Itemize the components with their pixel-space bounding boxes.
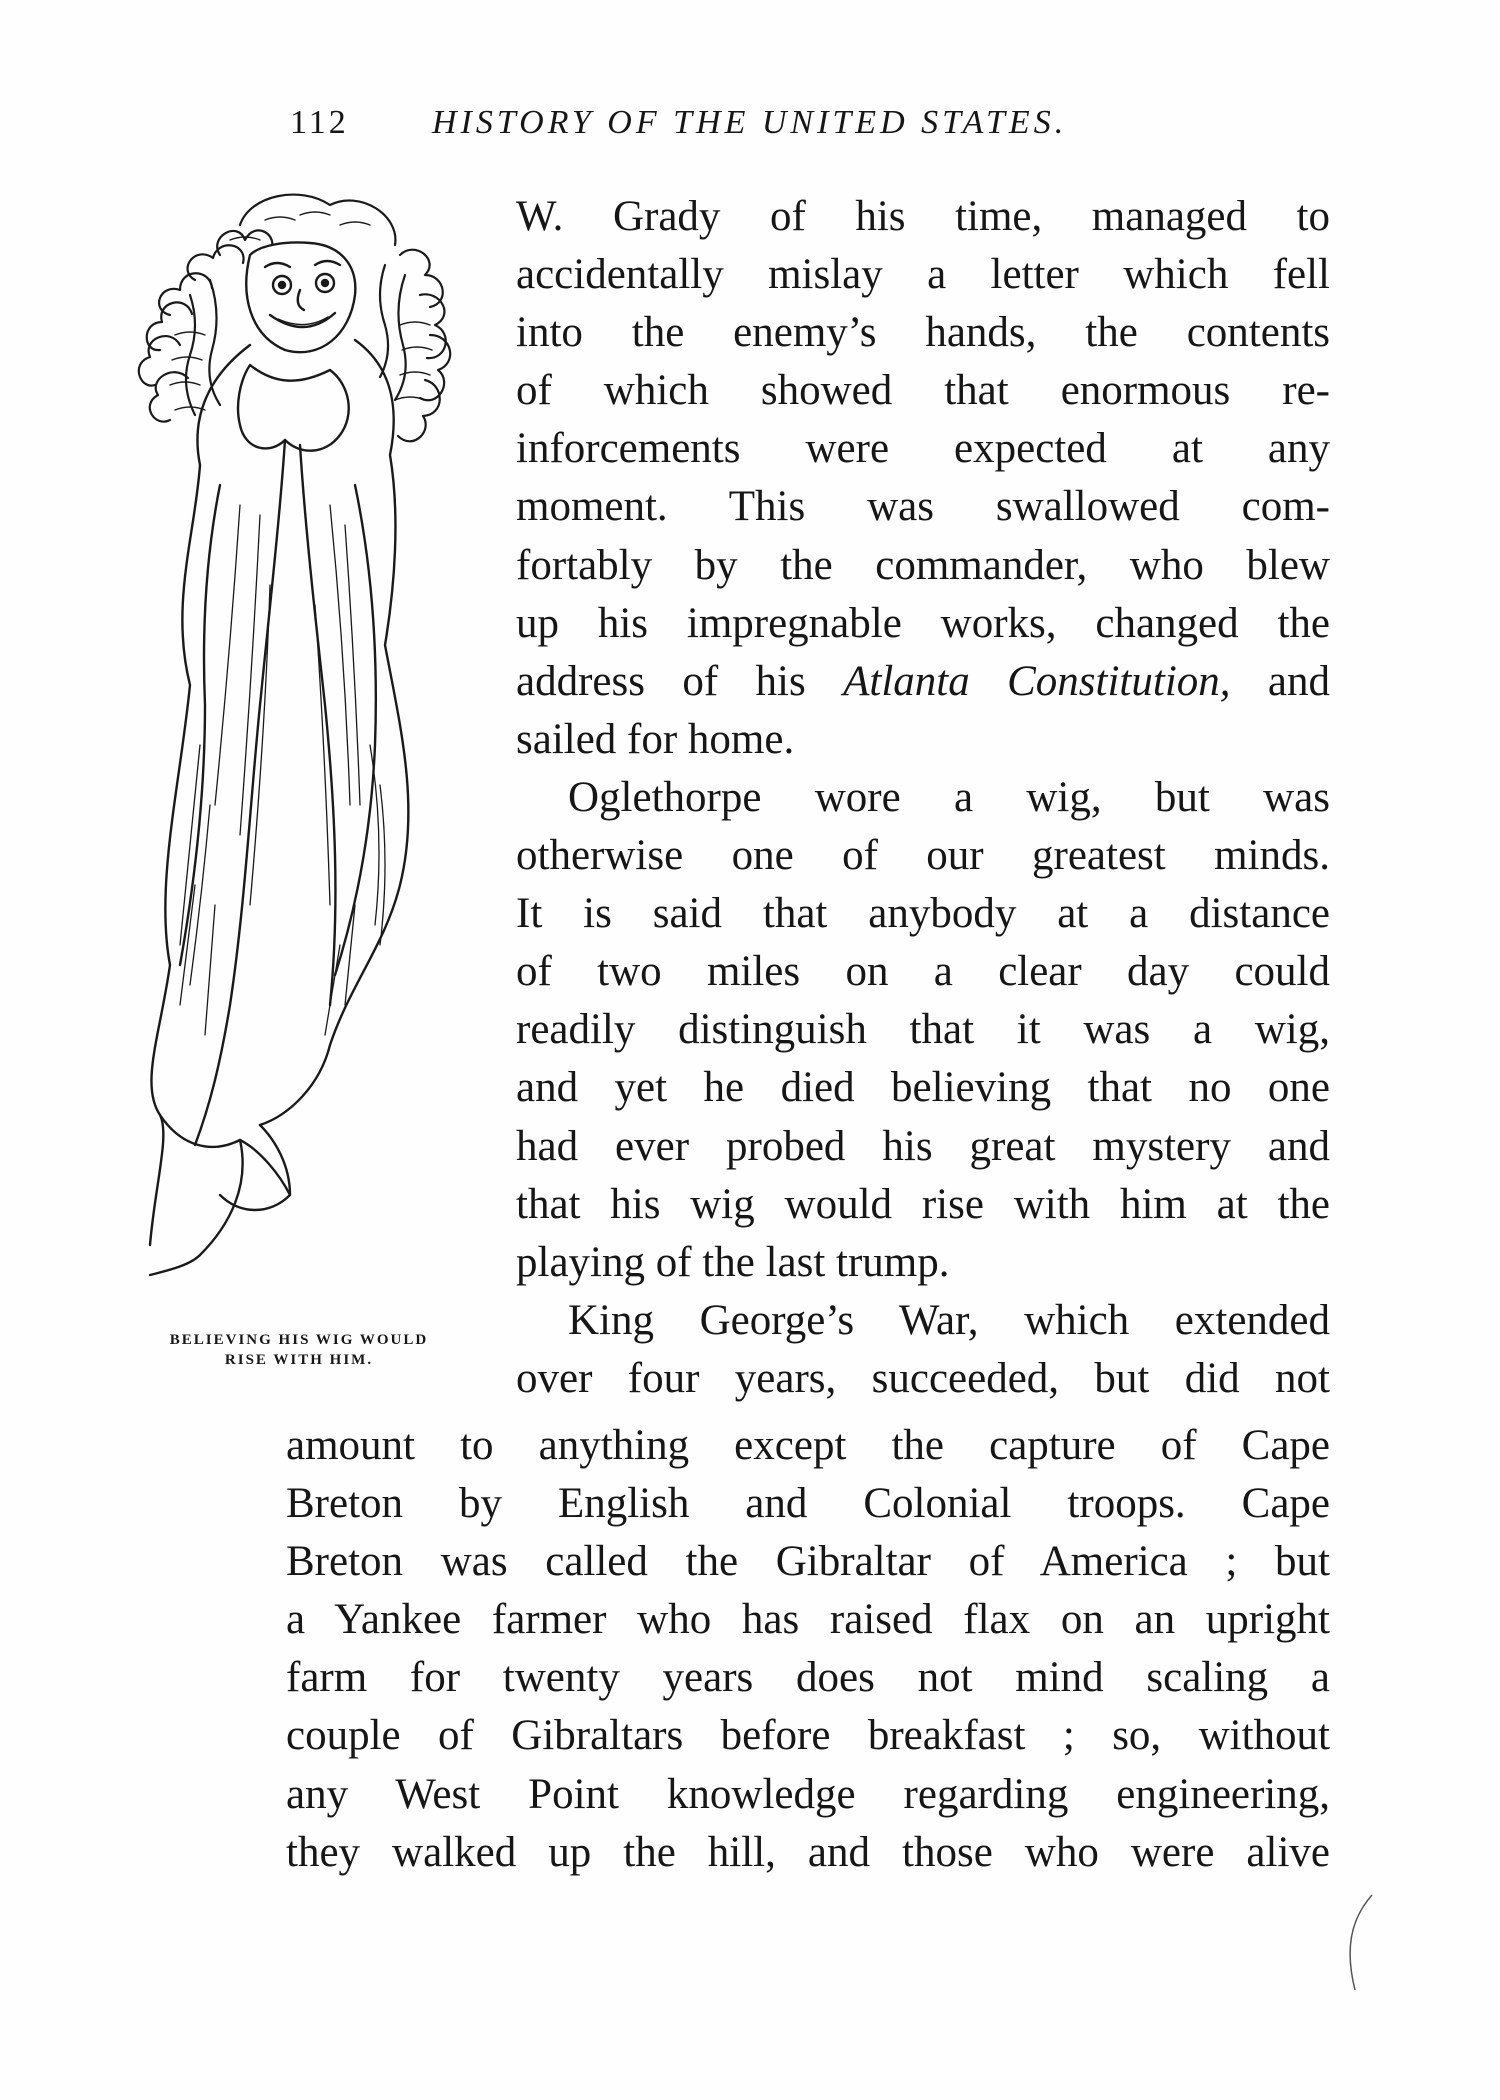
text-line: W. Grady of his time, managed to <box>516 193 1330 240</box>
text-line: playing of the last trump. <box>516 1238 950 1286</box>
wigged-figure-in-robe-illustration <box>100 185 490 1335</box>
text-line: farm for twenty years does not mind scaling a <box>286 1654 1330 1702</box>
text-line: amount to anything except the capture of Cape <box>286 1422 1330 1469</box>
text-line: moment. This was swallowed com- <box>516 483 1330 531</box>
text-line: Breton by English and Colonial troops. Cape <box>286 1480 1330 1528</box>
text-line-with-italic <box>516 653 1330 711</box>
text-segment: address of his <box>516 657 844 705</box>
text-line: into the enemy’s hands, the contents <box>516 309 1330 357</box>
text-full-width <box>286 1417 1330 1882</box>
text-line: and yet he died believing that no one <box>516 1064 1330 1112</box>
text-column-right <box>516 188 1330 1408</box>
text-line: any West Point knowledge regarding engineering, <box>286 1770 1330 1818</box>
text-segment: and <box>1230 657 1330 705</box>
face <box>246 243 355 353</box>
page-header <box>290 104 1230 154</box>
text-line: King George’s War, which extended <box>568 1296 1330 1344</box>
text-line: It is said that anybody at a distance <box>516 890 1330 938</box>
text-line: had ever probed his great mystery and <box>516 1122 1330 1170</box>
illustration-caption <box>114 1330 484 1370</box>
caption-line-1: BELIEVING HIS WIG WOULD <box>169 1332 429 1348</box>
text-line: up his impregnable works, changed the <box>516 599 1330 647</box>
text-line: accidentally mislay a letter which fell <box>516 251 1330 299</box>
text-line: otherwise one of our greatest minds. <box>516 832 1330 880</box>
text-line: that his wig would rise with him at the <box>516 1180 1330 1228</box>
text-line: a Yankee farmer who has raised flax on an upright <box>286 1596 1330 1644</box>
text-line: fortably by the commander, who blew <box>516 541 1330 589</box>
running-head: HISTORY OF THE UNITED STATES. <box>432 104 1068 141</box>
text-line: readily distinguish that it was a wig, <box>516 1006 1330 1054</box>
illustration <box>100 185 490 1335</box>
page-edge-mark <box>1340 1890 1380 2000</box>
text-line: couple of Gibraltars before breakfast ; so, without <box>286 1712 1330 1760</box>
robe <box>150 340 408 1275</box>
text-line: inforcements were expected at any <box>516 425 1330 473</box>
page-number: 112 <box>290 104 349 141</box>
text-line: of which showed that enormous re- <box>516 367 1330 415</box>
caption-line-2: RISE WITH HIM. <box>224 1352 374 1368</box>
text-line: Breton was called the Gibraltar of America ; but <box>286 1538 1330 1586</box>
text-line: sailed for home. <box>516 715 795 763</box>
text-line: of two miles on a clear day could <box>516 948 1330 996</box>
text-line: over four years, succeeded, but did not <box>516 1354 1330 1402</box>
italic-title: Atlanta Constitution, <box>843 657 1231 705</box>
text-line: they walked up the hill, and those who were alive <box>286 1828 1330 1876</box>
text-line: Oglethorpe wore a wig, but was <box>568 773 1330 821</box>
